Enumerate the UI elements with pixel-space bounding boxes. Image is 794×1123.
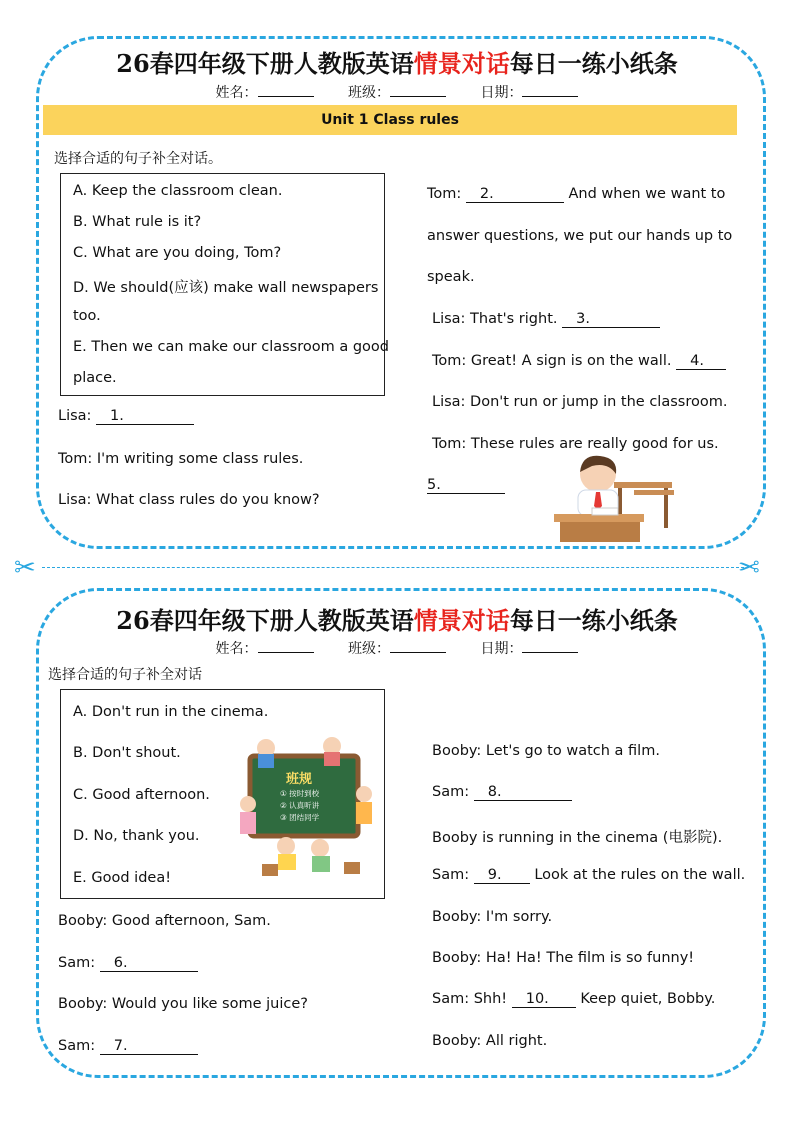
scissors-icon: ✂ [14, 553, 36, 583]
cut-line [42, 567, 744, 568]
card2-title: 26春四年级下册人教版英语情景对话每日一练小纸条 [116, 606, 678, 635]
dialogue-line: Sam: 7. [58, 1038, 198, 1055]
date-field[interactable] [522, 652, 578, 653]
answer-blank-1[interactable]: 1. [96, 408, 194, 425]
dialogue-line: speak. [427, 269, 475, 285]
card1-title: 26春四年级下册人教版英语情景对话每日一练小纸条 [116, 49, 678, 78]
answer-blank-3[interactable]: 3. [562, 311, 660, 328]
option: A. Don't run in the cinema. [73, 704, 269, 720]
board-rule: ③ 团结同学 [280, 813, 320, 822]
dialogue-line: Lisa: That's right. 3. [432, 311, 660, 328]
dialogue-line: Booby: I'm sorry. [432, 909, 553, 925]
option: C. What are you doing, Tom? [73, 245, 282, 261]
class-field[interactable] [390, 652, 446, 653]
class-rules-board-illustration [236, 734, 378, 880]
card2-info-row: 姓名： 班级： 日期： [0, 638, 794, 658]
answer-blank-5[interactable]: 5. [427, 477, 505, 494]
option: E. Good idea! [73, 870, 172, 886]
unit-banner: Unit 1 Class rules [43, 105, 737, 135]
card2-instruction: 选择合适的句子补全对话 [48, 667, 202, 683]
dialogue-line: Sam: Shh! 10. Keep quiet, Bobby. [432, 991, 716, 1007]
card1-info-row: 姓名： 班级： 日期： [0, 82, 794, 102]
dialogue-line: Tom: I'm writing some class rules. [58, 451, 304, 467]
dialogue-line: Sam: 8. [432, 784, 572, 801]
answer-blank-2[interactable]: 2. [466, 186, 564, 203]
dialogue-line: Lisa: Don't run or jump in the classroom. [432, 394, 728, 410]
dialogue-line: Tom: Great! A sign is on the wall. 4. [432, 353, 726, 370]
answer-blank-7[interactable]: 7. [100, 1038, 198, 1055]
answer-blank-8[interactable]: 8. [474, 784, 572, 801]
dialogue-line: Booby: All right. [432, 1033, 548, 1049]
dialogue-line: Booby: Let's go to watch a film. [432, 743, 660, 759]
dialogue-line: Sam: 9. Look at the rules on the wall. [432, 867, 746, 883]
option: C. Good afternoon. [73, 787, 210, 803]
answer-blank-4[interactable]: 4. [676, 353, 726, 370]
option: place. [73, 370, 117, 386]
class-field[interactable] [390, 96, 446, 97]
dialogue-line: Tom: 2. And when we want to [427, 186, 726, 202]
option: B. What rule is it? [73, 214, 202, 230]
answer-blank-6[interactable]: 6. [100, 955, 198, 972]
student-writing-illustration [552, 452, 676, 548]
option: D. We should(应该) make wall newspapers [73, 280, 379, 296]
answer-blank-10[interactable]: 10. [512, 991, 576, 1008]
dialogue-line: answer questions, we put our hands up to [427, 228, 733, 244]
option: D. No, thank you. [73, 828, 200, 844]
answer-blank-9[interactable]: 9. [474, 867, 530, 884]
dialogue-line: Lisa: 1. [58, 408, 194, 425]
board-title: 班规 [286, 772, 313, 787]
date-field[interactable] [522, 96, 578, 97]
scissors-icon: ✂ [738, 553, 760, 583]
option: B. Don't shout. [73, 745, 181, 761]
dialogue-line: Booby: Ha! Ha! The film is so funny! [432, 950, 695, 966]
name-field[interactable] [258, 96, 314, 97]
option: too. [73, 308, 101, 324]
name-field[interactable] [258, 652, 314, 653]
option: A. Keep the classroom clean. [73, 183, 283, 199]
dialogue-line: Booby: Would you like some juice? [58, 996, 308, 1012]
dialogue-line: Booby is running in the cinema (电影院). [432, 830, 723, 846]
dialogue-line [427, 477, 505, 494]
option: E. Then we can make our classroom a good [73, 339, 390, 355]
dialogue-line: Booby: Good afternoon, Sam. [58, 913, 271, 929]
board-rule: ① 按时到校 [280, 789, 320, 798]
dialogue-line: Tom: These rules are really good for us. [432, 436, 719, 452]
dialogue-line: Lisa: What class rules do you know? [58, 492, 320, 508]
card1-instruction: 选择合适的句子补全对话。 [54, 151, 222, 167]
dialogue-line: Sam: 6. [58, 955, 198, 972]
board-rule: ② 认真听讲 [280, 801, 320, 810]
